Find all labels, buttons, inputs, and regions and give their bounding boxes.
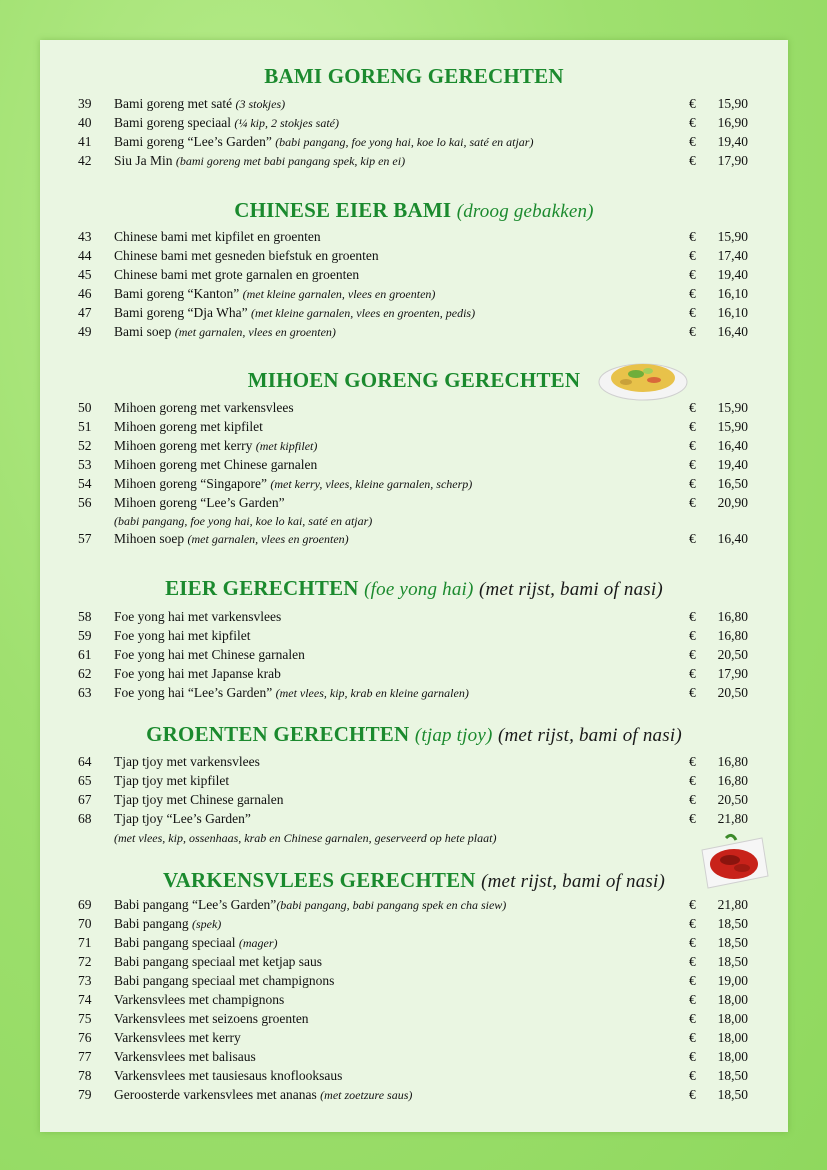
item-text [114,773,232,788]
item-name: Geroosterde varkensvlees met ananas [114,1087,321,1102]
item-note: (met garnalen, vlees en groenten) [174,325,336,339]
item-note: (babi pangang, babi pangang spek en cha siew) [276,898,507,912]
currency-symbol: € [689,153,696,168]
section-subtitle: (tjap tjoy) [414,725,493,746]
item-note: (met vlees, kip, krab en kleine garnalen) [275,686,469,700]
menu-item [40,1087,788,1105]
menu-item [40,457,788,475]
item-note: (mager) [238,936,278,950]
item-description [114,666,687,682]
section-note: (met rijst, bami of nasi) [478,579,663,600]
item-price: 18,50 [717,916,748,931]
currency-symbol: € [689,457,696,472]
item-price: 20,50 [717,685,748,700]
item-name: Mihoen goreng “Singapore” [114,476,271,491]
currency-symbol: € [689,609,696,624]
item-description [114,229,687,245]
menu-item [40,628,788,646]
item-name: Babi pangang speciaal met champignons [114,973,335,988]
currency-symbol: € [689,248,696,263]
item-note: (met zoetzure saus) [320,1088,413,1102]
item-price: 17,40 [717,248,748,263]
currency-symbol: € [689,935,696,950]
item-price: 18,50 [717,1087,748,1102]
item-price: 20,90 [717,495,748,510]
currency-symbol: € [689,973,696,988]
item-text [114,1068,345,1083]
menu-item [40,96,788,114]
menu-item [40,811,788,829]
item-name: Bami goreng speciaal [114,115,235,130]
item-text [114,115,342,130]
item-number: 79 [78,1087,92,1102]
section-heading-groenten [40,722,788,747]
item-description [114,531,687,547]
item-name: Foe yong hai “Lee’s Garden” [114,685,276,700]
item-number: 42 [78,153,92,168]
item-price: 18,00 [717,992,748,1007]
item-note: (met kleine garnalen, vlees en groenten) [242,287,436,301]
item-number: 68 [78,811,92,826]
item-name: Foe yong hai met varkensvlees [114,609,282,624]
item-description [114,457,687,473]
item-text [114,992,287,1007]
item-text [114,267,362,282]
item-price: 17,90 [717,666,748,681]
item-text [114,935,281,950]
currency-symbol: € [689,628,696,643]
item-text [114,647,308,662]
currency-symbol: € [689,438,696,453]
item-price: 16,40 [717,531,748,546]
item-number: 69 [78,897,92,912]
item-number: 62 [78,666,92,681]
item-price: 18,00 [717,1011,748,1026]
item-note: (¼ kip, 2 stokjes saté) [234,116,339,130]
section-subtitle: (foe yong hai) [364,579,474,600]
item-description [114,935,687,951]
item-price: 16,40 [717,438,748,453]
item-description [114,973,687,989]
item-name: Mihoen goreng met Chinese garnalen [114,457,318,472]
item-price: 18,00 [717,1049,748,1064]
currency-symbol: € [689,916,696,931]
menu-item [40,935,788,953]
menu-item [40,1030,788,1048]
item-number: 61 [78,647,92,662]
menu-item [40,1068,788,1086]
item-name: Foe yong hai met Chinese garnalen [114,647,305,662]
item-number: 39 [78,96,92,111]
item-name: Bami goreng “Lee’s Garden” [114,134,276,149]
item-text [114,96,288,111]
item-description [114,916,687,932]
item-price: 18,50 [717,954,748,969]
item-note: (bami goreng met babi pangang spek, kip en ei) [175,154,406,168]
menu-item [40,286,788,304]
item-name: Babi pangang speciaal met ketjap saus [114,954,323,969]
item-name: Mihoen goreng met kerry [114,438,256,453]
item-price: 18,50 [717,935,748,950]
item-text [114,811,254,826]
item-name: Varkensvlees met kerry [114,1030,241,1045]
item-price: 20,50 [717,647,748,662]
item-description [114,754,687,770]
item-description [114,1049,687,1065]
menu-item [40,248,788,266]
item-price: 18,50 [717,1068,748,1083]
item-note: (met kipfilet) [255,439,318,453]
item-number: 57 [78,531,92,546]
item-note: (met kerry, vlees, kleine garnalen, scherp) [270,477,473,491]
item-text [114,400,297,415]
currency-symbol: € [689,666,696,681]
item-description [114,438,687,454]
item-name: Chinese bami met gesneden biefstuk en groenten [114,248,379,263]
item-name: Chinese bami met grote garnalen en groenten [114,267,360,282]
item-number: 44 [78,248,92,263]
item-number: 51 [78,419,92,434]
section-title: VARKENSVLEES GERECHTEN [162,868,476,892]
item-price: 16,90 [717,115,748,130]
item-number: 78 [78,1068,92,1083]
item-price: 15,90 [717,229,748,244]
item-text [114,954,325,969]
currency-symbol: € [689,531,696,546]
item-price: 17,90 [717,153,748,168]
menu-item [40,229,788,247]
currency-symbol: € [689,267,696,282]
currency-symbol: € [689,419,696,434]
menu-item [40,115,788,133]
item-number: 77 [78,1049,92,1064]
item-text [114,457,320,472]
currency-symbol: € [689,286,696,301]
section-heading-varkensvlees [40,868,788,893]
item-text [114,685,472,700]
item-description [114,495,687,511]
item-number: 54 [78,476,92,491]
item-name: Foe yong hai met kipfilet [114,628,251,643]
item-number: 50 [78,400,92,415]
section-title: EIER GERECHTEN [165,576,359,600]
menu-item [40,531,788,549]
currency-symbol: € [689,773,696,788]
item-description [114,419,687,435]
item-text [114,666,284,681]
item-note: (3 stokjes) [235,97,286,111]
item-number: 43 [78,229,92,244]
menu-item [40,897,788,915]
item-description [114,267,687,283]
item-description [114,115,687,131]
item-name: Mihoen goreng “Lee’s Garden” [114,495,285,510]
item-price: 16,50 [717,476,748,491]
item-price: 18,00 [717,1030,748,1045]
item-name: Varkensvlees met tausiesaus knoflooksaus [114,1068,343,1083]
menu-panel [40,40,788,1132]
item-number: 47 [78,305,92,320]
item-price: 16,80 [717,628,748,643]
item-text [114,476,475,491]
item-text [114,286,438,301]
section-heading-chinese-eier-bami [40,198,788,223]
item-price: 19,00 [717,973,748,988]
item-text [114,438,320,453]
section-heading-bami-goreng [40,64,788,89]
item-name: Babi pangang speciaal [114,935,239,950]
item-number: 59 [78,628,92,643]
menu-item [40,954,788,972]
item-number: 58 [78,609,92,624]
item-name: Foe yong hai met Japanse krab [114,666,281,681]
item-text [114,916,224,931]
menu-item [40,992,788,1010]
item-number: 49 [78,324,92,339]
menu-item [40,754,788,772]
item-number: 40 [78,115,92,130]
currency-symbol: € [689,1049,696,1064]
item-number: 72 [78,954,92,969]
item-description [114,811,687,827]
section-title: BAMI GORENG GERECHTEN [264,64,564,88]
menu-item [40,973,788,991]
currency-symbol: € [689,685,696,700]
currency-symbol: € [689,1068,696,1083]
item-number: 76 [78,1030,92,1045]
item-description [114,248,687,264]
currency-symbol: € [689,954,696,969]
menu-item [40,153,788,171]
menu-item [40,773,788,791]
item-note: (spek) [191,917,222,931]
item-description [114,609,687,625]
item-description [114,1011,687,1027]
item-name: Mihoen goreng met kipfilet [114,419,263,434]
item-description [114,153,687,169]
item-text [114,754,263,769]
item-name: Bami goreng met saté [114,96,236,111]
item-number: 56 [78,495,92,510]
menu-item [40,792,788,810]
item-text [114,1011,312,1026]
item-text [114,305,478,320]
item-text [114,495,288,510]
item-number: 71 [78,935,92,950]
item-number: 45 [78,267,92,282]
currency-symbol: € [689,115,696,130]
section-heading-eier [40,576,788,601]
item-number: 73 [78,973,92,988]
item-description [114,286,687,302]
item-description [114,96,687,112]
currency-symbol: € [689,792,696,807]
menu-item [40,305,788,323]
item-text [114,1049,259,1064]
item-description [114,773,687,789]
item-text [114,1087,415,1102]
currency-symbol: € [689,1011,696,1026]
item-description [114,792,687,808]
menu-item [40,647,788,665]
item-text [114,324,339,339]
menu-item [40,324,788,342]
item-price: 21,80 [717,811,748,826]
section-note: (met rijst, bami of nasi) [497,725,682,746]
item-number: 64 [78,754,92,769]
item-name: Tjap tjoy met Chinese garnalen [114,792,284,807]
item-number: 75 [78,1011,92,1026]
item-description [114,685,687,701]
item-description [114,134,687,150]
item-description [114,324,687,340]
item-name: Babi pangang “Lee’s Garden” [114,897,277,912]
item-description [114,954,687,970]
item-price: 16,40 [717,324,748,339]
item-number: 65 [78,773,92,788]
item-number: 63 [78,685,92,700]
item-number: 74 [78,992,92,1007]
currency-symbol: € [689,1030,696,1045]
item-number: 70 [78,916,92,931]
item-text [114,973,337,988]
item-price: 21,80 [717,897,748,912]
section-title: CHINESE EIER BAMI [234,198,452,222]
currency-symbol: € [689,305,696,320]
item-number: 41 [78,134,92,149]
menu-item [40,419,788,437]
item-name: Mihoen goreng met varkensvlees [114,400,294,415]
item-note: (met kleine garnalen, vlees en groenten, pedis) [250,306,476,320]
section-title: MIHOEN GORENG GERECHTEN [247,368,581,392]
item-price: 19,40 [717,134,748,149]
item-number: 67 [78,792,92,807]
item-text [114,897,509,912]
item-description [114,897,687,913]
item-description [114,305,687,321]
currency-symbol: € [689,495,696,510]
item-description [114,647,687,663]
item-text [114,134,536,149]
currency-symbol: € [689,992,696,1007]
item-number: 52 [78,438,92,453]
currency-symbol: € [689,476,696,491]
item-name: Varkensvlees met champignons [114,992,285,1007]
currency-symbol: € [689,96,696,111]
item-price: 15,90 [717,419,748,434]
item-name: Tjap tjoy “Lee’s Garden” [114,811,251,826]
item-text [114,531,352,546]
item-extra-note: (met vlees, kip, ossenhaas, krab en Chinese garnalen, geserveerd op hete plaat) [114,831,497,845]
menu-item [40,1011,788,1029]
item-number: 53 [78,457,92,472]
item-name: Siu Ja Min [114,153,176,168]
section-subtitle: (droog gebakken) [456,201,594,222]
item-description [114,1068,687,1084]
item-text [114,792,286,807]
currency-symbol: € [689,647,696,662]
item-text [114,609,284,624]
item-name: Varkensvlees met balisaus [114,1049,256,1064]
menu-item [40,400,788,418]
item-name: Bami goreng “Dja Wha” [114,305,251,320]
item-price: 19,40 [717,457,748,472]
item-text [114,248,382,263]
item-name: Tjap tjoy met varkensvlees [114,754,260,769]
section-note: (met rijst, bami of nasi) [481,871,666,892]
item-name: Bami goreng “Kanton” [114,286,243,301]
currency-symbol: € [689,229,696,244]
currency-symbol: € [689,134,696,149]
item-description [114,992,687,1008]
menu-item [40,685,788,703]
item-description [114,400,687,416]
item-text [114,1030,244,1045]
item-text [114,229,324,244]
item-price: 16,80 [717,754,748,769]
item-price: 15,90 [717,96,748,111]
item-description [114,1087,687,1103]
item-name: Babi pangang [114,916,192,931]
menu-item [40,438,788,456]
menu-item [40,476,788,494]
item-text [114,419,266,434]
item-name: Tjap tjoy met kipfilet [114,773,230,788]
item-description [114,628,687,644]
item-description [114,476,687,492]
menu-item [40,609,788,627]
menu-item [40,666,788,684]
item-price: 16,80 [717,609,748,624]
item-extra-note: (babi pangang, foe yong hai, koe lo kai, saté en atjar) [114,514,373,528]
currency-symbol: € [689,400,696,415]
currency-symbol: € [689,1087,696,1102]
item-note: (babi pangang, foe yong hai, koe lo kai, saté en atjar) [275,135,534,149]
item-name: Chinese bami met kipfilet en groenten [114,229,321,244]
item-description [114,1030,687,1046]
item-name: Bami soep [114,324,175,339]
item-price: 16,10 [717,286,748,301]
item-name: Mihoen soep [114,531,188,546]
currency-symbol: € [689,811,696,826]
item-name: Varkensvlees met seizoens groenten [114,1011,309,1026]
fried-noodles-photo [596,352,690,404]
item-text [114,628,253,643]
item-price: 16,80 [717,773,748,788]
section-title: GROENTEN GERECHTEN [146,722,410,746]
item-price: 19,40 [717,267,748,282]
menu-item [40,134,788,152]
item-text [114,153,408,168]
item-number: 46 [78,286,92,301]
currency-symbol: € [689,754,696,769]
item-price: 16,10 [717,305,748,320]
item-price: 15,90 [717,400,748,415]
menu-item [40,916,788,934]
currency-symbol: € [689,897,696,912]
menu-item [40,1049,788,1067]
item-price: 20,50 [717,792,748,807]
currency-symbol: € [689,324,696,339]
menu-item [40,267,788,285]
item-note: (met garnalen, vlees en groenten) [187,532,349,546]
menu-item [40,495,788,513]
